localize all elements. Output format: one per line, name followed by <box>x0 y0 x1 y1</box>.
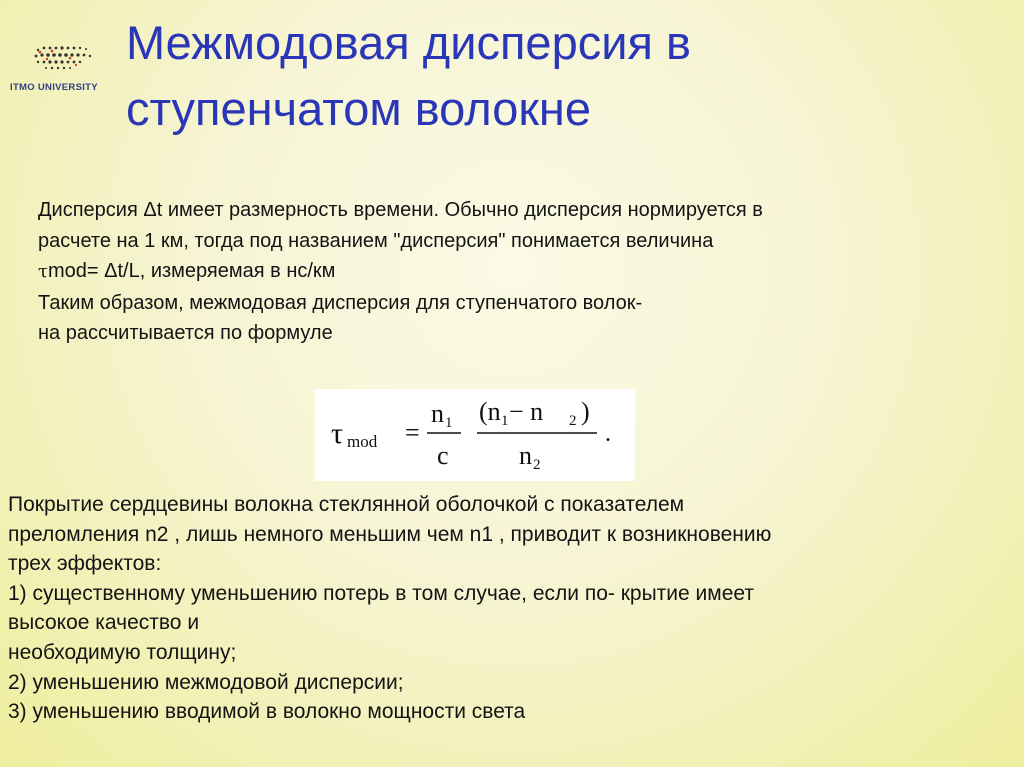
intro-line-3 <box>38 256 988 288</box>
body-line-4: 1) существенному уменьшению потерь в том случае, если по- крытие имеет <box>8 581 754 605</box>
intro-line-3-text: mod= Δt/L, измеряемая в нс/км <box>47 260 336 282</box>
formula-tau: τ <box>331 417 344 450</box>
body-line-7: 2) уменьшению межмодовой дисперсии; <box>8 670 404 694</box>
intro-line-4: Таким образом, межмодовая дисперсия для ступенчатого волок- <box>38 291 643 314</box>
formula-equals: = <box>405 418 420 447</box>
modal-dispersion-formula <box>315 389 635 481</box>
body-line-2: преломления n2 , лишь немного меньшим чем n1 , приводит к возникновению <box>8 522 772 546</box>
intro-line-2: расчете на 1 км, тогда под названием "дисперсия" понимается величина <box>38 229 714 252</box>
formula-n1: n <box>431 399 444 428</box>
formula-open: (n <box>479 397 501 426</box>
formula-dot: . <box>605 421 611 447</box>
intro-paragraph <box>38 195 988 349</box>
logo-dots-icon <box>30 40 100 74</box>
formula-image <box>315 389 635 481</box>
formula-c: c <box>437 441 449 470</box>
formula-tau-sub: mod <box>347 432 378 451</box>
body-line-6: необходимую толщину; <box>8 640 237 664</box>
title-line-2: ступенчатом волокне <box>126 82 591 135</box>
body-line-5: высокое качество и <box>8 611 200 635</box>
formula-num-sub2: 2 <box>569 413 577 429</box>
logo-text: ITMO UNIVERSITY <box>10 82 98 93</box>
body-line-8: 3) уменьшению вводимой в волокно мощности света <box>8 700 526 724</box>
formula-minus-n: − n <box>509 397 544 426</box>
title-line-1: Межмодовая дисперсия в <box>126 16 691 69</box>
page-title <box>126 10 986 142</box>
intro-line-1: Дисперсия Δt имеет размерность времени. Обычно дисперсия нормируется в <box>38 199 763 221</box>
itmo-logo <box>6 40 116 100</box>
intro-line-5: на рассчитывается по формуле <box>38 322 333 344</box>
formula-close: ) <box>581 397 590 426</box>
body-line-1: Покрытие сердцевины волокна стеклянной оболочкой с показателем <box>8 493 685 516</box>
formula-n1-sub: 1 <box>445 415 453 431</box>
tau-symbol: τ <box>38 261 48 282</box>
formula-num-sub1: 1 <box>501 413 509 429</box>
formula-n2-sub: 2 <box>533 457 541 473</box>
body-line-3: трех эффектов: <box>8 552 162 576</box>
formula-n2: n <box>519 441 532 470</box>
effects-paragraph <box>8 490 1008 727</box>
